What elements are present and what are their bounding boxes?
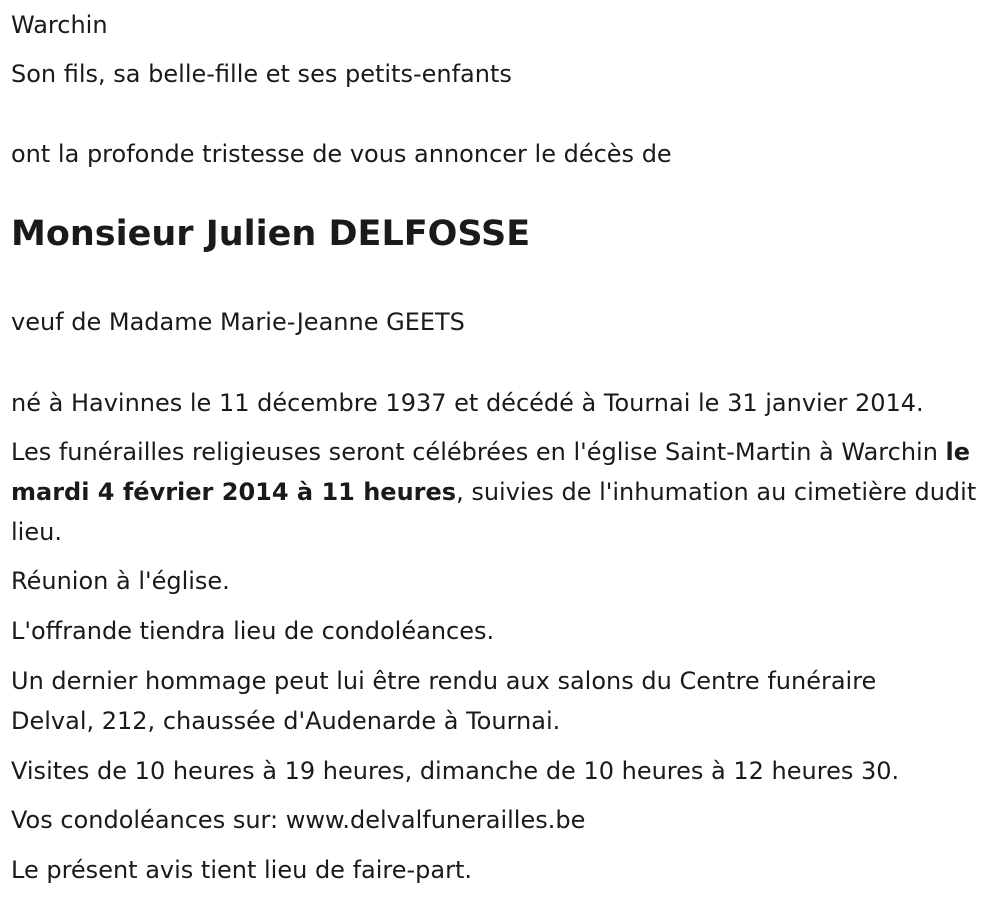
- widower-of-text: veuf de Madame Marie-Jeanne GEETS: [11, 308, 465, 336]
- homage-line-2: Delval, 212, chaussée d'Audenarde à Tournai.: [11, 707, 561, 735]
- condolences-text: Vos condoléances sur: www.delvalfunerailles.be: [11, 806, 586, 834]
- funeral-text-after: , suivies de l'inhumation au cimetière dudit lieu.: [11, 478, 977, 546]
- announcement-text: ont la profonde tristesse de vous annoncer le décès de: [11, 140, 672, 168]
- offering-text: L'offrande tiendra lieu de condoléances.: [11, 617, 495, 645]
- birth-death-text: né à Havinnes le 11 décembre 1937 et décédé à Tournai le 31 janvier 2014.: [11, 389, 924, 417]
- location-text: Warchin: [11, 11, 108, 39]
- funeral-text-before: Les funérailles religieuses seront célébrées en l'église Saint-Martin à Warchin: [11, 438, 946, 466]
- family-line: Son fils, sa belle-fille et ses petits-enfants: [11, 60, 512, 88]
- deceased-name: Monsieur Julien DELFOSSE: [11, 214, 531, 254]
- visits-text: Visites de 10 heures à 19 heures, dimanche de 10 heures à 12 heures 30.: [11, 757, 900, 785]
- meeting-text: Réunion à l'église.: [11, 567, 230, 595]
- closing-text: Le présent avis tient lieu de faire-part.: [11, 856, 473, 884]
- funeral-paragraph: [11, 432, 986, 552]
- funeral-date-bold: le mardi 4 février 2014 à 11 heures: [11, 438, 971, 506]
- homage-line-1: Un dernier hommage peut lui être rendu aux salons du Centre funéraire: [11, 667, 877, 695]
